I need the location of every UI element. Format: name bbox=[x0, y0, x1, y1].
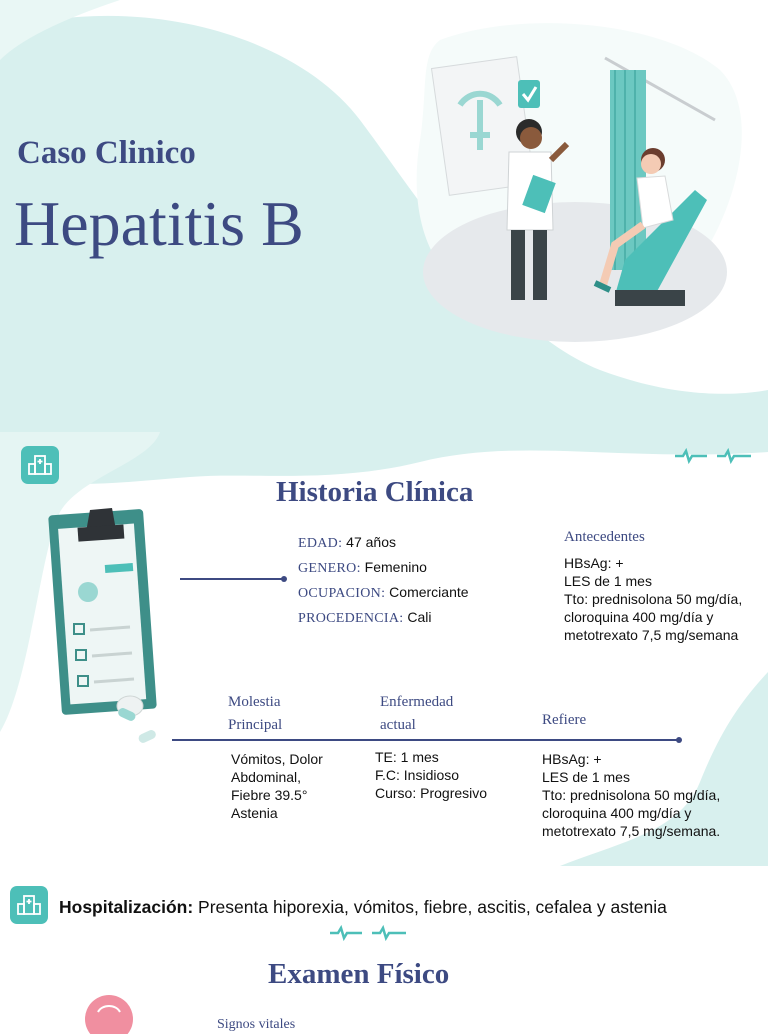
molestia-list: Vómitos, Dolor Abdominal, Fiebre 39.5° Astenia bbox=[231, 751, 323, 821]
hospital-icon bbox=[10, 886, 48, 924]
cover-title: Hepatitis B bbox=[14, 188, 304, 259]
brain-icon bbox=[84, 994, 134, 1024]
enfermedad-heading: Enfermedad actual bbox=[380, 694, 454, 733]
signos-vitales-label: Signos vitales bbox=[217, 1017, 296, 1032]
connector-line-2 bbox=[172, 735, 686, 745]
cover-slide bbox=[0, 0, 768, 432]
heartbeat-icon bbox=[675, 448, 751, 464]
antecedentes-list: HBsAg: + LES de 1 mes Tto: prednisolona 50 mg/día, cloroquina 400 mg/día y metotrexato 7,5 mg/semana bbox=[564, 555, 743, 643]
hospitalizacion-line: Hospitalización: Presenta hiporexia, vómitos, fiebre, ascitis, cefalea y astenia bbox=[59, 897, 667, 917]
historia-slide bbox=[0, 432, 768, 866]
examen-slide bbox=[0, 866, 768, 1032]
doctor-illustration bbox=[415, 40, 735, 340]
refiere-heading: Refiere bbox=[542, 712, 587, 728]
enfermedad-list: TE: 1 mes F.C: Insidioso Curso: Progresivo bbox=[375, 749, 488, 801]
examen-title: Examen Físico bbox=[268, 958, 450, 990]
field-edad: EDAD: 47 años bbox=[298, 534, 396, 551]
connector-line-1 bbox=[180, 575, 290, 585]
cover-subtitle: Caso Clinico bbox=[17, 135, 196, 171]
field-ocupacion: OCUPACION: Comerciante bbox=[298, 584, 469, 601]
molestia-heading: Molestia Principal bbox=[228, 694, 283, 733]
historia-title: Historia Clínica bbox=[276, 476, 474, 508]
field-procedencia: PROCEDENCIA: Cali bbox=[298, 609, 432, 626]
field-genero: GENERO: Femenino bbox=[298, 559, 427, 576]
refiere-list: HBsAg: + LES de 1 mes Tto: prednisolona 50 mg/día, cloroquina 400 mg/día y metotrexato 7,5 mg/semana. bbox=[542, 751, 721, 839]
hospital-icon bbox=[21, 446, 59, 484]
antecedentes-heading: Antecedentes bbox=[564, 529, 645, 545]
pill-icon bbox=[112, 688, 162, 748]
heartbeat-icon bbox=[330, 925, 406, 941]
